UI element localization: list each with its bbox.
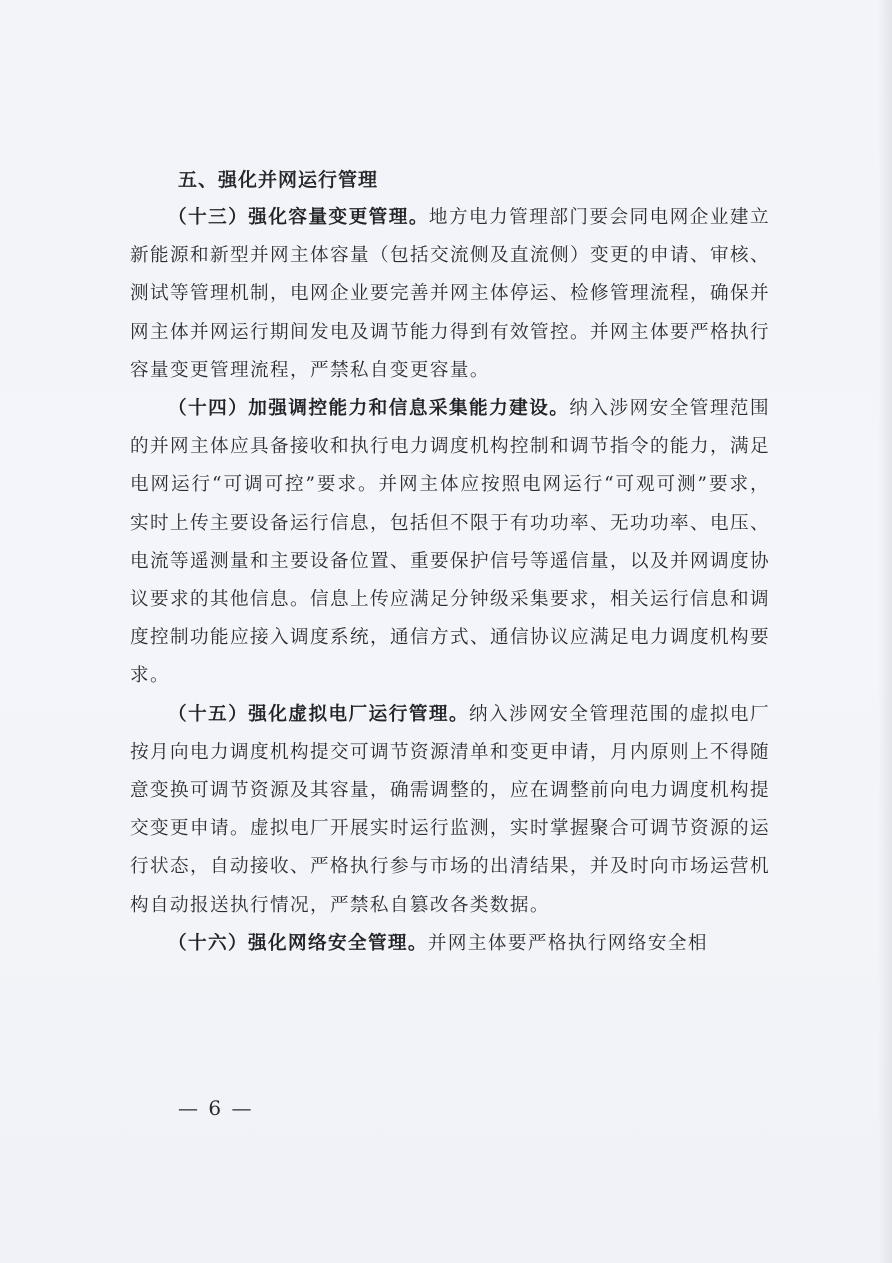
paragraph-15-body: 纳入涉网安全管理范围的虚拟电厂按月向电力调度机构提交可调节资源清单和变更申请，月内原则上不得随意变换可调节资源及其容量，确需调整的，应在调整前向电力调度机构提交变更申请。虚拟电厂开展实时运行监测，实时掌握聚合可调节资源的运行状态，自动接收、严格执行参与市场的出清结果，并及时向市场运营机构自动报送执行情况，严禁私自篡改各类数据。: [130, 703, 770, 916]
paragraph-13-lead: （十三）强化容量变更管理。: [168, 207, 429, 228]
paragraph-14-lead: （十四）加强调控能力和信息采集能力建设。: [168, 398, 570, 420]
document-body: [130, 161, 770, 963]
section-heading: 五、强化并网运行管理: [178, 169, 379, 191]
page-number: — 6 —: [178, 1096, 254, 1120]
paragraph-13-body: 地方电力管理部门要会同电网企业建立新能源和新型并网主体容量（包括交流侧及直流侧）变更的申请、审核、测试等管理机制，电网企业要完善并网主体停运、检修管理流程，确保并网主体并网运行期间发电及调节能力得到有效管控。并网主体要严格执行容量变更管理流程，严禁私自变更容量。: [130, 207, 770, 381]
paragraph-15-lead: （十五）强化虚拟电厂运行管理。: [168, 703, 470, 725]
paragraph-14: [130, 390, 770, 696]
paragraph-15: [130, 696, 770, 925]
paragraph-16-body: 并网主体要严格执行网络安全相: [427, 932, 708, 954]
scan-edge-shadow: [878, 0, 892, 1263]
paragraph-16-lead: （十六）强化网络安全管理。: [168, 932, 428, 954]
paragraph-13: [130, 199, 770, 390]
paragraph-16: [130, 925, 770, 963]
paragraph-14-body: 纳入涉网安全管理范围的并网主体应具备接收和执行电力调度机构控制和调节指令的能力，满足电网运行“可调可控”要求。并网主体应按照电网运行“可观可测”要求，实时上传主要设备运行信息，包括但不限于有功功率、无功功率、电压、电流等遥测量和主要设备位置、重要保护信号等遥信量，以及并网调度协议要求的其他信息。信息上传应满足分钟级采集要求，相关运行信息和调度控制功能应接入调度系统，通信方式、通信协议应满足电力调度机构要求。: [130, 398, 770, 687]
